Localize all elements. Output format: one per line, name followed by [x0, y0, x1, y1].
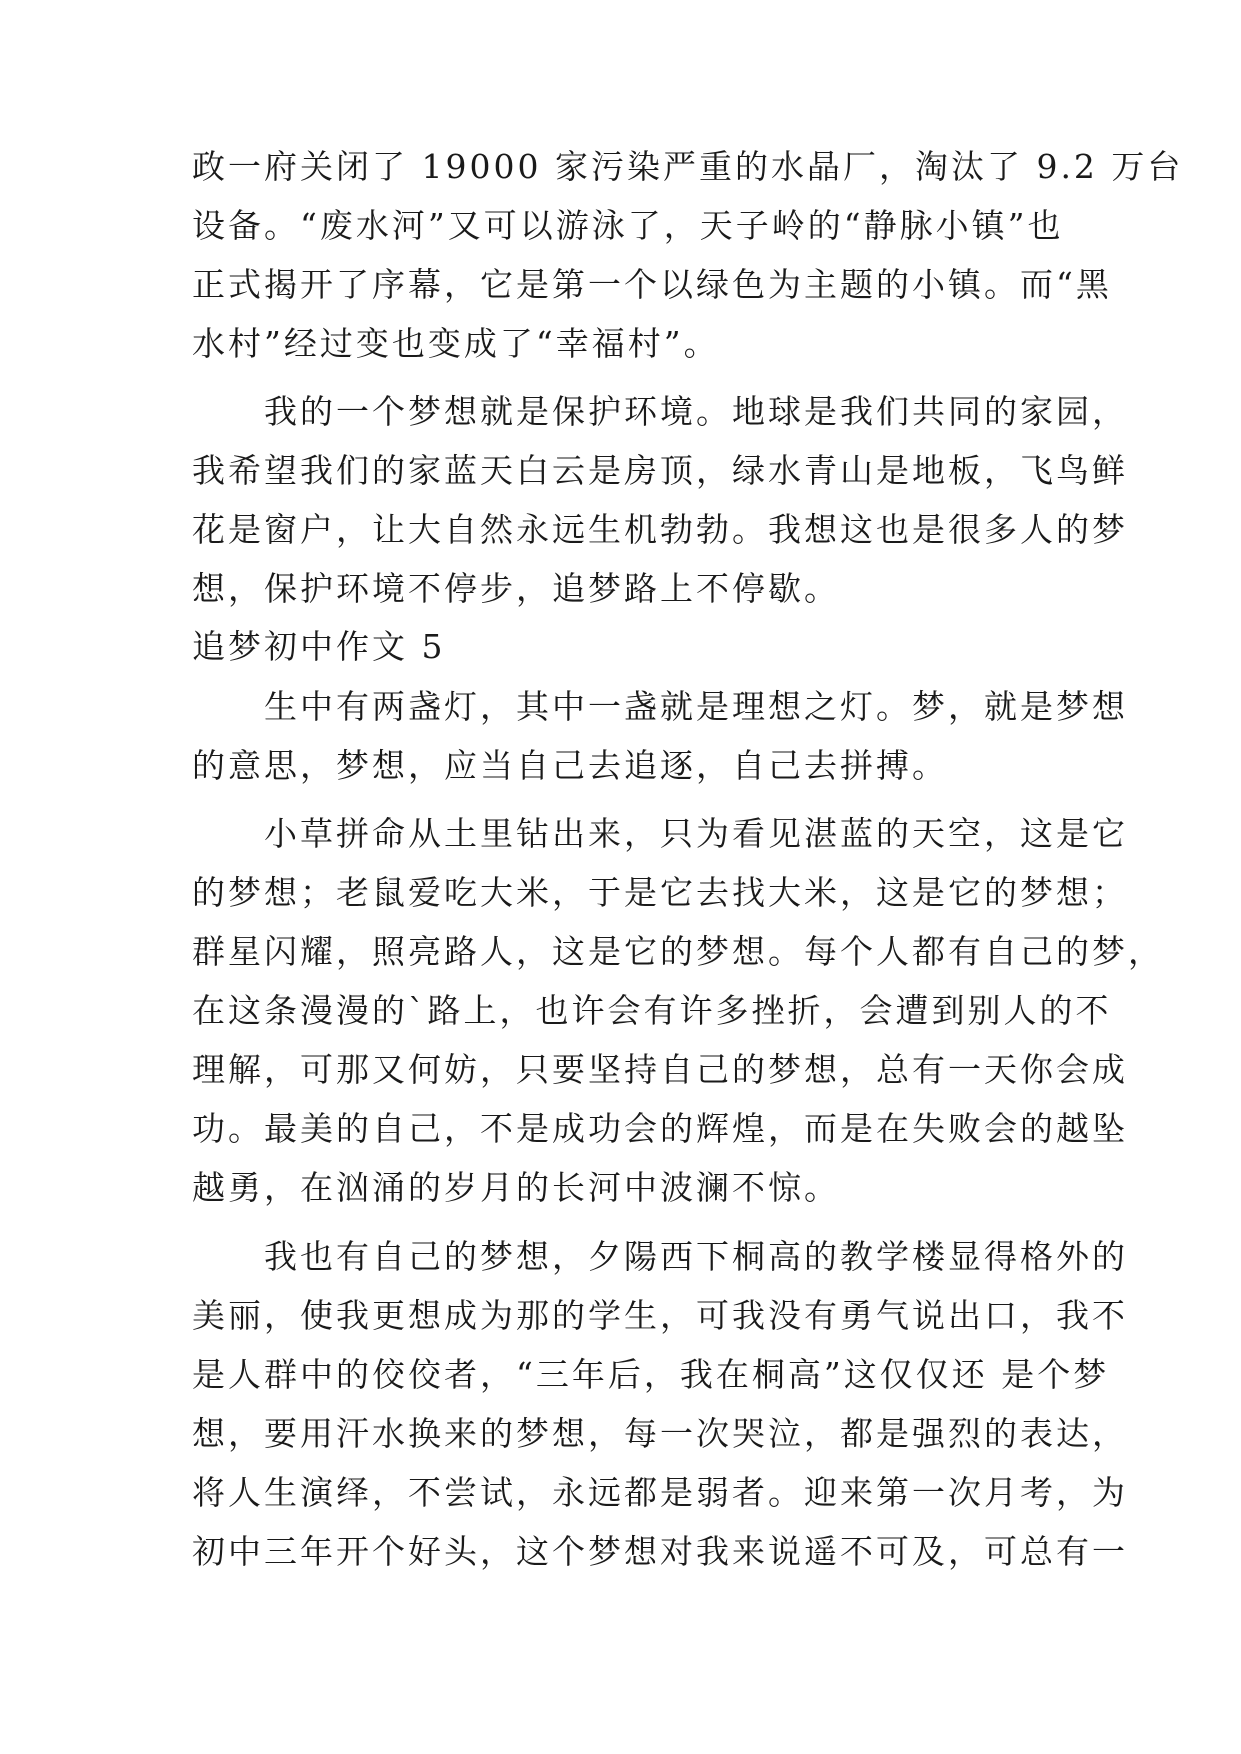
text-line-23: 将人生演绎，不尝试，永远都是弱者。迎来第一次月考，为: [192, 1473, 1128, 1512]
text-line-3: 正式揭开了序幕，它是第一个以绿色为主题的小镇。而“黑: [192, 265, 1112, 304]
text-line-1: 政一府关闭了 19000 家污染严重的水晶厂，淘汰了 9.2 万台: [192, 147, 1184, 186]
text-line-16: 理解，可那又何妨，只要坚持自己的梦想，总有一天你会成: [192, 1050, 1128, 1089]
text-line-6: 我希望我们的家蓝天白云是房顶，绿水青山是地板，飞鸟鲜: [192, 451, 1128, 490]
text-line-21: 是人群中的佼佼者，“三年后，我在桐高”这仅仅还 是个梦: [192, 1355, 1110, 1394]
text-line-15: 在这条漫漫的`路上，也许会有许多挫折，会遭到别人的不: [192, 991, 1112, 1030]
text-line-20: 美丽，使我更想成为那的学生，可我没有勇气说出口，我不: [192, 1296, 1128, 1335]
text-line-22: 想，要用汗水换来的梦想，每一次哭泣，都是强烈的表达，: [192, 1414, 1128, 1453]
text-line-10: 生中有两盏灯，其中一盏就是理想之灯。梦，就是梦想: [192, 687, 1128, 726]
text-line-5: 我的一个梦想就是保护环境。地球是我们共同的家园，: [192, 392, 1128, 431]
text-line-18: 越勇，在汹涌的岁月的长河中波澜不惊。: [192, 1168, 840, 1207]
text-line-13: 的梦想；老鼠爱吃大米，于是它去找大米，这是它的梦想；: [192, 873, 1128, 912]
text-line-4: 水村”经过变也变成了“幸福村”。: [192, 324, 720, 363]
text-line-11: 的意思，梦想，应当自己去追逐，自己去拼搏。: [192, 746, 948, 785]
text-line-19: 我也有自己的梦想，夕陽西下桐高的教学楼显得格外的: [192, 1237, 1128, 1276]
text-line-14: 群星闪耀，照亮路人，这是它的梦想。每个人都有自己的梦，: [192, 932, 1164, 971]
text-line-24: 初中三年开个好头，这个梦想对我来说遥不可及，可总有一: [192, 1532, 1128, 1571]
text-line-17: 功。最美的自己，不是成功会的辉煌，而是在失败会的越坠: [192, 1109, 1128, 1148]
text-line-12: 小草拼命从土里钻出来，只为看见湛蓝的天空，这是它: [192, 814, 1128, 853]
text-line-8: 想，保护环境不停步，追梦路上不停歇。: [192, 569, 840, 608]
text-line-2: 设备。“废水河”又可以游泳了，天子岭的“静脉小镇”也: [192, 206, 1064, 245]
text-line-7: 花是窗户，让大自然永远生机勃勃。我想这也是很多人的梦: [192, 510, 1128, 549]
section-heading: 追梦初中作文 5: [192, 627, 446, 666]
